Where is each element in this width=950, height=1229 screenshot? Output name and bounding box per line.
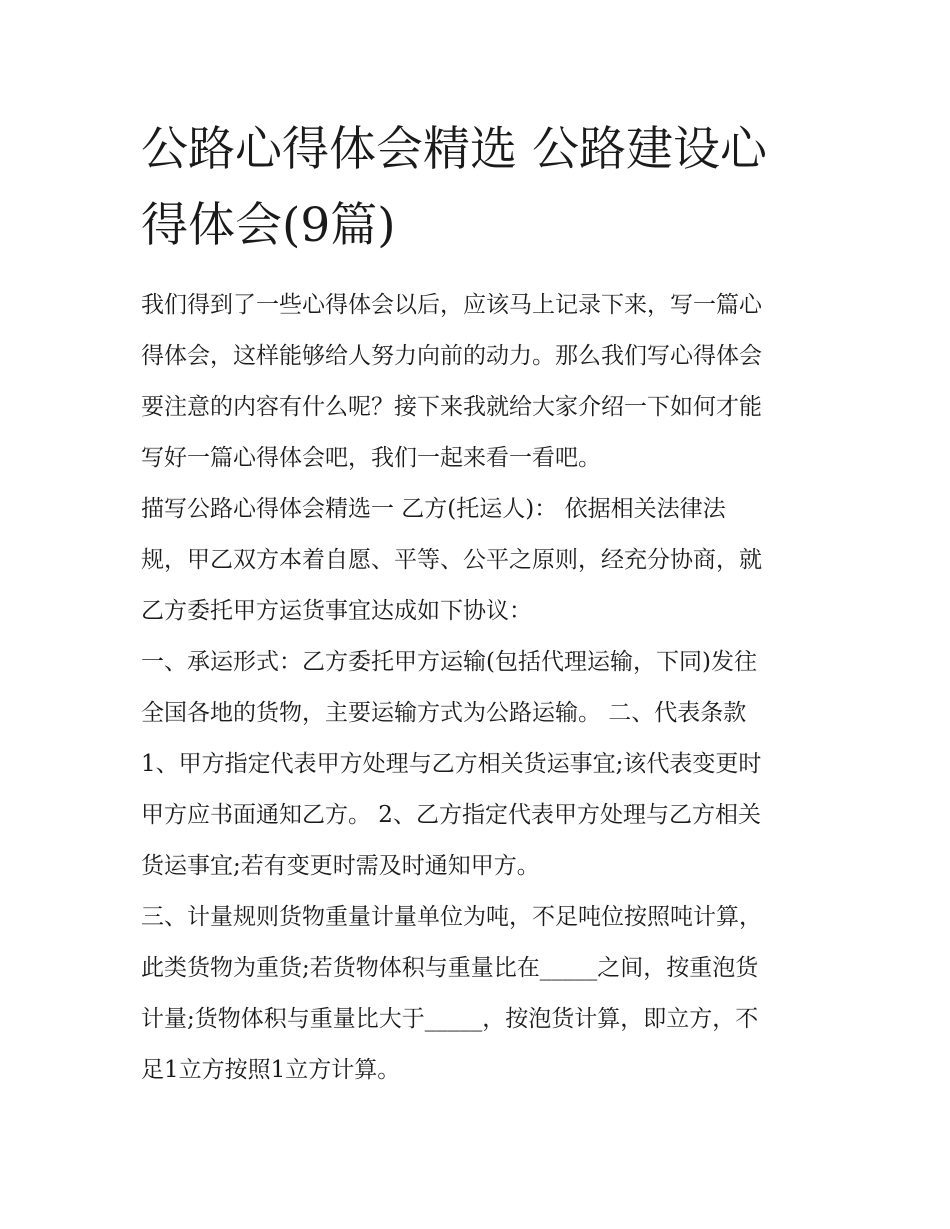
paragraph-agreement-preamble: 描写公路心得体会精选一 乙方(托运人)： 依据相关法律法 规，甲乙双方本着自愿、平等、公平之原则，经充分协商，就 乙方委托甲方运货事宜达成如下协议： bbox=[141, 496, 762, 624]
paragraph-intro: 我们得到了一些心得体会以后，应该马上记录下来，写一篇心 得体会，这样能够给人努力向前的动力。那么我们写心得体会 要注意的内容有什么呢？接下来我就给大家介绍一下如何才能 写好一篇心得体会吧，我们一起来看一看吧。 bbox=[141, 292, 762, 471]
document-title: 公路心得体会精选 公路建设心 得体会(9篇) bbox=[141, 122, 767, 253]
document-page bbox=[141, 112, 813, 1096]
paragraph-transport-form: 一、承运形式：乙方委托甲方运输(包括代理运输，下同)发往 全国各地的货物，主要运输方式为公路运输。 二、代表条款 1、甲方指定代表甲方处理与乙方相关货运事宜;该代表变更时 甲方应书面通知乙方。 2、乙方指定代表甲方处理与乙方相关 货运事宜;若有变更时需及时通知甲方。 bbox=[141, 649, 762, 879]
paragraph-measurement-rules: 三、计量规则货物重量计量单位为吨，不足吨位按照吨计算， 此类货物为重货;若货物体积与重量比在_____之间，按重泡货 计量;货物体积与重量比大于_____，按泡货计算，即立方，不 足1立方按照1立方计算。 bbox=[141, 904, 762, 1083]
